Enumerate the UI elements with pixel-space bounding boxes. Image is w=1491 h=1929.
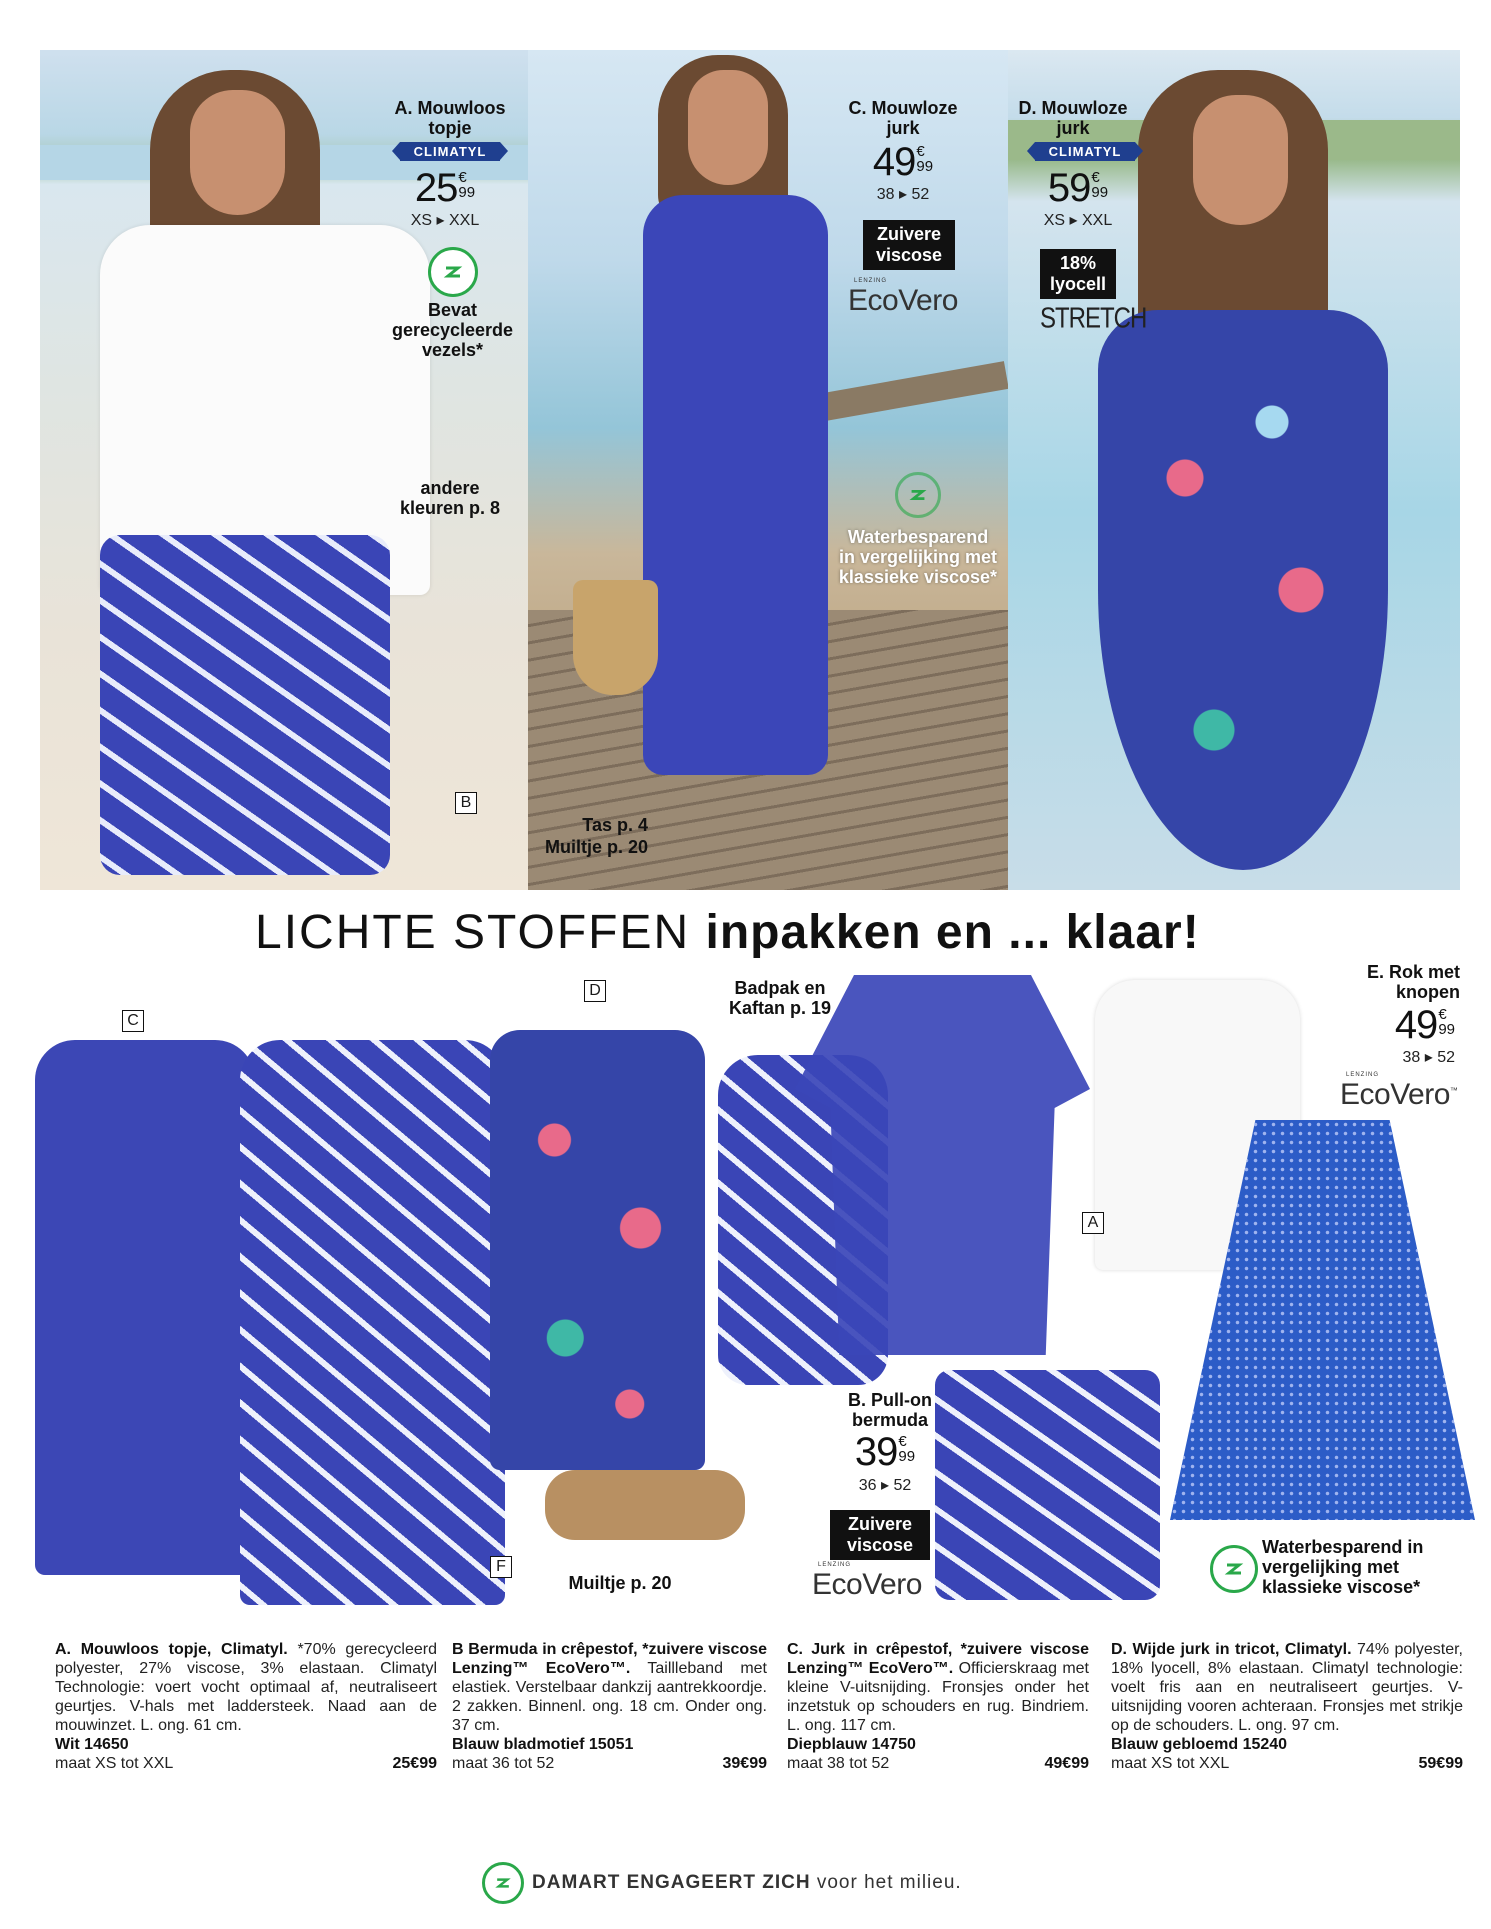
desc-size: maat 36 tot 52 xyxy=(452,1755,555,1772)
model-face xyxy=(1193,95,1288,225)
product-d-name: D. Mouwloze jurk xyxy=(1018,98,1128,138)
desc-size: maat XS tot XXL xyxy=(55,1755,174,1772)
price-cents: 99 xyxy=(458,184,476,201)
ref-letter-b: B xyxy=(455,792,477,814)
headline-light: LICHTE STOFFEN xyxy=(255,906,691,959)
desc-color: Wit 14650 xyxy=(55,1736,129,1753)
price-cents: 99 xyxy=(898,1448,916,1465)
headline-bold: inpakken en ... klaar! xyxy=(705,906,1200,959)
description-d xyxy=(1111,1640,1463,1773)
skirt-price xyxy=(1345,1005,1455,1045)
photo-model-d xyxy=(1008,50,1460,890)
lenzing-text: LENZING xyxy=(1346,1072,1380,1078)
price-cents: 99 xyxy=(1091,184,1109,201)
price-cents: 99 xyxy=(916,158,934,175)
fabric-box: 18% lyocell xyxy=(1040,249,1116,299)
price-main: 59 xyxy=(1047,166,1091,210)
desc-color: Diepblauw 14750 xyxy=(787,1736,916,1753)
ecovero-text: EcoVero xyxy=(1340,1078,1450,1111)
desc-body: *70% gerecycleerd polyester, 27% viscose, 3% elastaan. Climatyl Technologie: voert vocht optimaal af, neutraliseert geurtjes. V-hals met laddersteek. Naad aan de mouwinzet. L. ong. 61 cm. xyxy=(55,1641,438,1734)
desc-title: C. Jurk in crêpestof, *zuivere viscose Lenzing™ EcoVero™. xyxy=(787,1641,1089,1677)
footer-bold: DAMART ENGAGEERT ZICH xyxy=(532,1872,811,1893)
photo-model-a xyxy=(40,50,528,890)
water-eco-icon xyxy=(1210,1545,1258,1593)
ecovero-logo xyxy=(848,278,958,318)
skirt-name: E. Rok met knopen xyxy=(1366,962,1460,1002)
footer-text xyxy=(532,1872,962,1894)
desc-size: maat XS tot XXL xyxy=(1111,1755,1230,1772)
desc-price: 25€99 xyxy=(392,1755,437,1772)
bermuda-fabric-box: Zuivere viscose xyxy=(830,1510,930,1560)
price-main: 25 xyxy=(414,166,458,210)
desc-body: Officierskraag met kleine V-uitsnijding. Fronsjes onder het inzetstuk op schouders en rug. Bindriem. L. ong. 117 cm. xyxy=(787,1660,1090,1734)
blue-dress-cutout xyxy=(35,1040,255,1575)
price-main: 49 xyxy=(872,140,916,184)
bermuda-price xyxy=(830,1432,940,1472)
trademark: ™ xyxy=(1449,1086,1458,1095)
desc-title: A. Mouwloos topje, Climatyl. xyxy=(55,1641,288,1658)
price-currency: € xyxy=(898,1433,907,1450)
price-main: 39 xyxy=(854,1430,898,1474)
photo-model-c xyxy=(528,50,1008,890)
price-currency: € xyxy=(1091,169,1100,186)
desc-color: Blauw bladmotief 15051 xyxy=(452,1736,634,1753)
product-c-sizes: 38 ▸ 52 xyxy=(876,186,930,203)
model-face xyxy=(190,90,285,215)
product-c-price xyxy=(848,142,958,182)
leaf-jumpsuit-cutout xyxy=(240,1040,505,1605)
swim-note: Badpak en Kaftan p. 19 xyxy=(728,978,832,1018)
product-d-sizes: XS ▸ XXL xyxy=(1043,212,1113,229)
skirt-ecovero-logo xyxy=(1340,1072,1457,1112)
ref-letter-d: D xyxy=(584,980,606,1002)
recycle-note: Bevat gerecycleerde vezels* xyxy=(391,300,514,360)
ecovero-text: EcoVero xyxy=(848,284,958,317)
desc-color: Blauw gebloemd 15240 xyxy=(1111,1736,1288,1753)
product-d-price xyxy=(1028,168,1128,208)
fabric-box: Zuivere viscose xyxy=(863,220,955,270)
mule-note: Muiltje p. 20 xyxy=(568,1573,672,1593)
price-currency: € xyxy=(458,169,467,186)
skirt-water-note: Waterbesparend in vergelijking met klassieke viscose* xyxy=(1262,1537,1424,1597)
model-face xyxy=(688,70,768,185)
price-main: 49 xyxy=(1394,1003,1438,1047)
footer xyxy=(482,1862,962,1904)
desc-price: 39€99 xyxy=(722,1755,767,1772)
product-a-price xyxy=(395,168,495,208)
product-a-sizes: XS ▸ XXL xyxy=(410,212,480,229)
leaf-bermuda xyxy=(100,535,390,875)
recycle-eco-icon xyxy=(428,247,478,297)
desc-price: 59€99 xyxy=(1418,1755,1463,1772)
page-headline xyxy=(255,905,1200,960)
lenzing-text: LENZING xyxy=(818,1562,852,1568)
straw-bag xyxy=(573,580,658,695)
climatyl-badge: CLIMATYL xyxy=(400,142,500,161)
desc-body: Taillleband met elastiek. Verstelbaar dankzij aantrekkoordje. 2 zakken. Binnenl. ong. 18 cm. Onder ong. 37 cm. xyxy=(452,1660,768,1734)
product-a-name: A. Mouwloos topje xyxy=(394,98,506,138)
lenzing-text: LENZING xyxy=(854,278,888,284)
product-c-name: C. Mouwloze jurk xyxy=(848,98,958,138)
other-colors-note: andere kleuren p. 8 xyxy=(399,478,501,518)
desc-title: D. Wijde jurk in tricot, Climatyl. xyxy=(1111,1641,1352,1658)
description-b xyxy=(452,1640,767,1773)
price-currency: € xyxy=(916,143,925,160)
bermuda-name: B. Pull-on bermuda xyxy=(848,1390,932,1430)
damart-eco-icon xyxy=(482,1862,524,1904)
skirt-sizes: 38 ▸ 52 xyxy=(1402,1049,1455,1066)
desc-body: 74% polyester, 18% lyocell, 8% elastaan. Climatyl technologie: voelt fris aan en neutraliseert geurtjes. V-uitsnijding vooren achteraan. Fronsjes met strikje op de schouders. L. ong. 97 cm. xyxy=(1111,1641,1463,1734)
water-note: Waterbesparend in vergelijking met klassieke viscose* xyxy=(838,527,998,587)
desc-price: 49€99 xyxy=(1044,1755,1089,1772)
price-currency: € xyxy=(1438,1006,1447,1023)
floral-dress-cutout xyxy=(490,1030,705,1470)
ref-letter-a: A xyxy=(1082,1212,1104,1234)
bermuda-ecovero-logo xyxy=(812,1562,922,1602)
ecovero-text: EcoVero xyxy=(812,1568,922,1601)
stretch-logo: STRETCH xyxy=(1040,302,1147,335)
ref-letter-f: F xyxy=(490,1556,512,1578)
bermuda-sizes: 36 ▸ 52 xyxy=(858,1477,912,1494)
mules-cutout xyxy=(545,1470,745,1540)
description-c xyxy=(787,1640,1089,1773)
floral-dress xyxy=(1098,310,1388,870)
mule-ref: Muiltje p. 20 xyxy=(544,837,648,857)
desc-size: maat 38 tot 52 xyxy=(787,1755,890,1772)
desc-title: B Bermuda in crêpestof, *zuivere viscose Lenzing™ EcoVero™. xyxy=(452,1641,767,1677)
blue-dress xyxy=(643,195,828,775)
description-a xyxy=(55,1640,437,1773)
ref-letter-c: C xyxy=(122,1010,144,1032)
kaftan-cutout xyxy=(795,975,1090,1355)
bermuda-cutout xyxy=(935,1370,1160,1600)
climatyl-badge: CLIMATYL xyxy=(1035,142,1135,161)
price-cents: 99 xyxy=(1438,1021,1455,1038)
bag-ref: Tas p. 4 xyxy=(582,815,648,835)
water-eco-icon xyxy=(895,472,941,518)
footer-normal: voor het milieu. xyxy=(816,1872,962,1893)
